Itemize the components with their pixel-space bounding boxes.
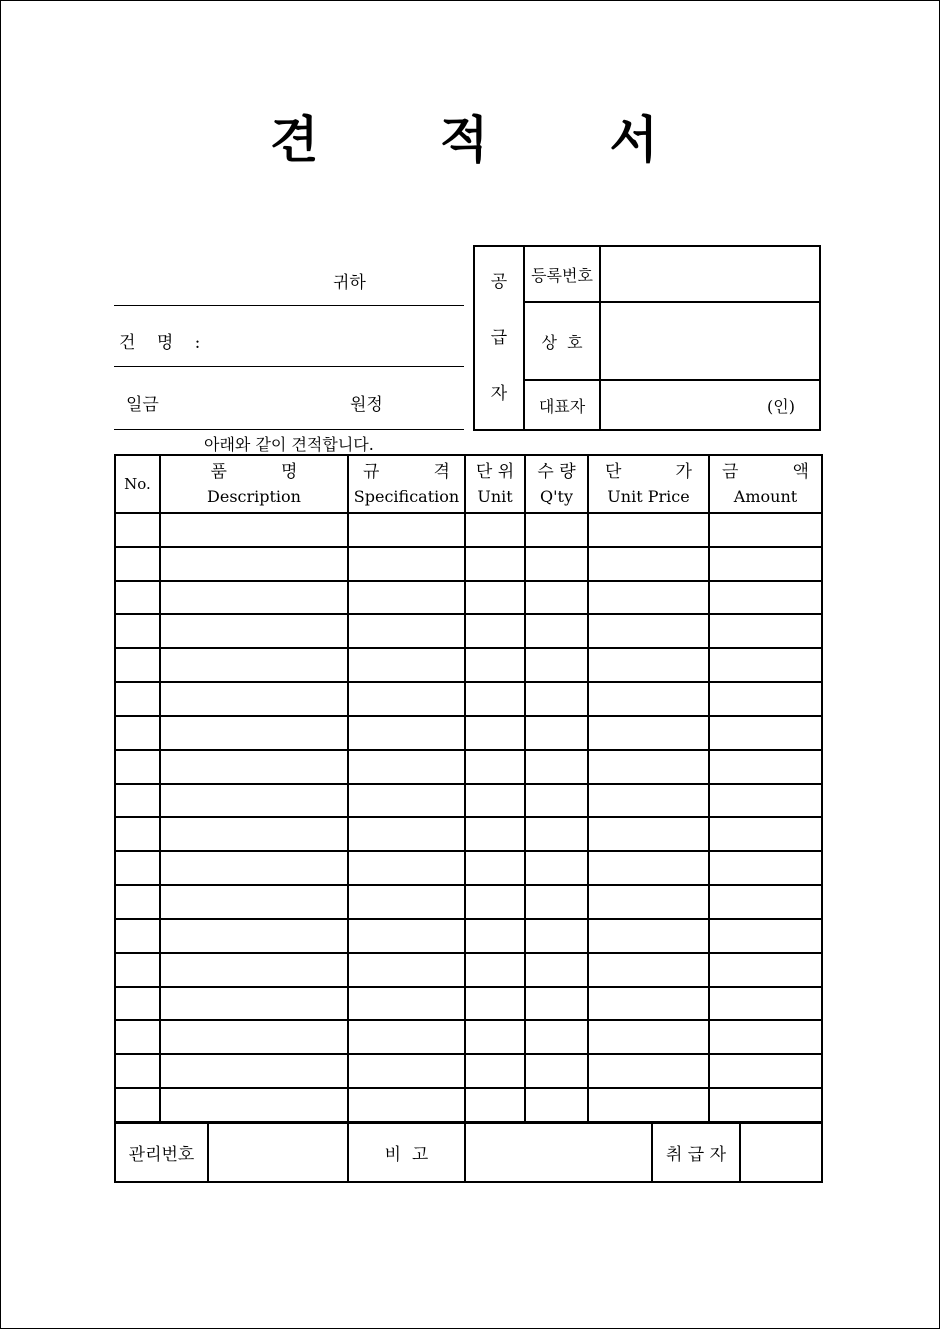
cell-unit[interactable] <box>465 1054 525 1088</box>
company-value[interactable] <box>600 302 820 380</box>
cell-description[interactable] <box>160 919 348 953</box>
cell-unit-price[interactable] <box>588 953 709 987</box>
cell-unit-price[interactable] <box>588 1088 709 1122</box>
col-header-qty: 수 량 Q'ty <box>525 455 588 513</box>
cell-unit[interactable] <box>465 648 525 682</box>
cell-specification[interactable] <box>348 682 465 716</box>
items-table <box>114 454 823 1123</box>
cell-amount[interactable] <box>709 547 822 581</box>
cell-unit[interactable] <box>465 987 525 1021</box>
cell-amount[interactable] <box>709 750 822 784</box>
table-row <box>115 682 822 716</box>
cell-amount[interactable] <box>709 919 822 953</box>
cell-description[interactable] <box>160 682 348 716</box>
cell-amount[interactable] <box>709 817 822 851</box>
cell-description[interactable] <box>160 1054 348 1088</box>
remarks-label: 비 고 <box>348 1123 465 1182</box>
table-row <box>115 987 822 1021</box>
cell-qty[interactable] <box>525 750 588 784</box>
registration-label: 등록번호 <box>524 246 600 302</box>
cell-specification[interactable] <box>348 851 465 885</box>
cell-specification[interactable] <box>348 1088 465 1122</box>
project-line <box>114 366 464 367</box>
cell-qty[interactable] <box>525 885 588 919</box>
table-row <box>115 885 822 919</box>
table-header-row <box>115 455 822 513</box>
supplier-side-char-1: 공 <box>490 272 508 292</box>
cell-amount[interactable] <box>709 953 822 987</box>
cell-no[interactable] <box>115 648 160 682</box>
cell-specification[interactable] <box>348 750 465 784</box>
seal-label: (인) <box>767 396 795 416</box>
cell-description[interactable] <box>160 547 348 581</box>
cell-unit[interactable] <box>465 716 525 750</box>
cell-no[interactable] <box>115 851 160 885</box>
cell-qty[interactable] <box>525 581 588 615</box>
cell-qty[interactable] <box>525 919 588 953</box>
cell-amount[interactable] <box>709 1054 822 1088</box>
col-header-specification: 규 격 Specification <box>348 455 465 513</box>
cell-unit[interactable] <box>465 547 525 581</box>
cell-qty[interactable] <box>525 817 588 851</box>
cell-specification[interactable] <box>348 716 465 750</box>
cell-specification[interactable] <box>348 1054 465 1088</box>
recipient-line <box>114 305 464 306</box>
supplier-side-char-3: 자 <box>490 384 508 404</box>
cell-unit-price[interactable] <box>588 919 709 953</box>
cell-specification[interactable] <box>348 987 465 1021</box>
cell-qty[interactable] <box>525 953 588 987</box>
cell-amount[interactable] <box>709 1020 822 1054</box>
cell-qty[interactable] <box>525 614 588 648</box>
col-header-amount: 금 액 Amount <box>709 455 822 513</box>
cell-no[interactable] <box>115 1020 160 1054</box>
cell-unit[interactable] <box>465 1020 525 1054</box>
cell-no[interactable] <box>115 784 160 818</box>
cell-unit[interactable] <box>465 953 525 987</box>
cell-no[interactable] <box>115 513 160 547</box>
supplier-side-char-2: 급 <box>490 328 508 348</box>
amount-line <box>114 429 464 430</box>
cell-qty[interactable] <box>525 1054 588 1088</box>
cell-qty[interactable] <box>525 987 588 1021</box>
cell-unit[interactable] <box>465 784 525 818</box>
table-row <box>115 547 822 581</box>
cell-no[interactable] <box>115 614 160 648</box>
cell-amount[interactable] <box>709 851 822 885</box>
cell-qty[interactable] <box>525 1020 588 1054</box>
document-title: 견 적 서 <box>270 110 710 169</box>
handler-value[interactable] <box>740 1123 822 1182</box>
cell-description[interactable] <box>160 817 348 851</box>
cell-description[interactable] <box>160 513 348 547</box>
cell-unit-price[interactable] <box>588 987 709 1021</box>
cell-amount[interactable] <box>709 987 822 1021</box>
cell-no[interactable] <box>115 987 160 1021</box>
registration-value[interactable] <box>600 246 820 302</box>
table-row <box>115 953 822 987</box>
cell-unit-price[interactable] <box>588 614 709 648</box>
handler-label: 취 급 자 <box>652 1123 740 1182</box>
cell-amount[interactable] <box>709 581 822 615</box>
cell-qty[interactable] <box>525 648 588 682</box>
management-no-value[interactable] <box>208 1123 348 1182</box>
table-row <box>115 784 822 818</box>
cell-unit[interactable] <box>465 513 525 547</box>
cell-specification[interactable] <box>348 953 465 987</box>
management-no-label: 관리번호 <box>115 1123 208 1182</box>
cell-unit[interactable] <box>465 750 525 784</box>
cell-unit-price[interactable] <box>588 513 709 547</box>
cell-unit-price[interactable] <box>588 784 709 818</box>
cell-unit[interactable] <box>465 614 525 648</box>
cell-unit-price[interactable] <box>588 547 709 581</box>
cell-no[interactable] <box>115 919 160 953</box>
cell-description[interactable] <box>160 1088 348 1122</box>
cell-no[interactable] <box>115 1088 160 1122</box>
cell-unit-price[interactable] <box>588 885 709 919</box>
cell-qty[interactable] <box>525 784 588 818</box>
cell-unit[interactable] <box>465 851 525 885</box>
cell-unit-price[interactable] <box>588 581 709 615</box>
cell-unit-price[interactable] <box>588 1020 709 1054</box>
cell-unit[interactable] <box>465 919 525 953</box>
cell-amount[interactable] <box>709 784 822 818</box>
cell-description[interactable] <box>160 885 348 919</box>
cell-description[interactable] <box>160 614 348 648</box>
cell-unit[interactable] <box>465 581 525 615</box>
table-row <box>115 919 822 953</box>
cell-unit-price[interactable] <box>588 1054 709 1088</box>
cell-unit[interactable] <box>465 817 525 851</box>
supplier-side-label <box>474 246 524 430</box>
cell-no[interactable] <box>115 817 160 851</box>
cell-specification[interactable] <box>348 885 465 919</box>
cell-specification[interactable] <box>348 581 465 615</box>
amount-prefix: 일금 <box>126 395 159 415</box>
cell-description[interactable] <box>160 648 348 682</box>
amount-suffix: 원정 <box>350 395 383 415</box>
cell-specification[interactable] <box>348 817 465 851</box>
cell-qty[interactable] <box>525 682 588 716</box>
table-row <box>115 817 822 851</box>
cell-description[interactable] <box>160 750 348 784</box>
cell-unit-price[interactable] <box>588 648 709 682</box>
cell-amount[interactable] <box>709 513 822 547</box>
cell-specification[interactable] <box>348 784 465 818</box>
cell-unit[interactable] <box>465 1088 525 1122</box>
cell-qty[interactable] <box>525 851 588 885</box>
cell-description[interactable] <box>160 987 348 1021</box>
col-header-no: No. <box>115 455 160 513</box>
cell-amount[interactable] <box>709 648 822 682</box>
table-row <box>115 1054 822 1088</box>
table-row <box>115 1088 822 1122</box>
representative-value[interactable] <box>600 380 820 430</box>
cell-specification[interactable] <box>348 648 465 682</box>
cell-specification[interactable] <box>348 513 465 547</box>
cell-unit-price[interactable] <box>588 851 709 885</box>
cell-amount[interactable] <box>709 614 822 648</box>
cell-amount[interactable] <box>709 716 822 750</box>
cell-unit-price[interactable] <box>588 716 709 750</box>
table-row <box>115 750 822 784</box>
cell-no[interactable] <box>115 547 160 581</box>
cell-qty[interactable] <box>525 716 588 750</box>
cell-amount[interactable] <box>709 682 822 716</box>
cell-description[interactable] <box>160 1020 348 1054</box>
table-row <box>115 648 822 682</box>
col-header-description: 품 명 Description <box>160 455 348 513</box>
table-row <box>115 851 822 885</box>
table-row <box>115 614 822 648</box>
table-row <box>115 1020 822 1054</box>
cell-qty[interactable] <box>525 1088 588 1122</box>
cell-no[interactable] <box>115 581 160 615</box>
supplier-table <box>473 245 821 431</box>
remarks-value[interactable] <box>465 1123 652 1182</box>
project-label: 건 명 : <box>119 333 209 353</box>
table-row <box>115 716 822 750</box>
cell-no[interactable] <box>115 682 160 716</box>
cell-specification[interactable] <box>348 614 465 648</box>
cell-unit-price[interactable] <box>588 682 709 716</box>
cell-no[interactable] <box>115 953 160 987</box>
cell-unit[interactable] <box>465 682 525 716</box>
table-row <box>115 513 822 547</box>
company-label: 상 호 <box>524 302 600 380</box>
footer-table <box>114 1122 823 1183</box>
cell-unit[interactable] <box>465 885 525 919</box>
cell-specification[interactable] <box>348 547 465 581</box>
cell-no[interactable] <box>115 716 160 750</box>
col-header-unit-price: 단 가 Unit Price <box>588 455 709 513</box>
cell-amount[interactable] <box>709 1088 822 1122</box>
cell-specification[interactable] <box>348 1020 465 1054</box>
cell-no[interactable] <box>115 750 160 784</box>
cell-description[interactable] <box>160 716 348 750</box>
cell-specification[interactable] <box>348 919 465 953</box>
cell-description[interactable] <box>160 581 348 615</box>
recipient-suffix: 귀하 <box>333 273 366 293</box>
col-header-unit: 단 위 Unit <box>465 455 525 513</box>
representative-label: 대표자 <box>524 380 600 430</box>
cell-description[interactable] <box>160 784 348 818</box>
table-row <box>115 581 822 615</box>
cell-description[interactable] <box>160 953 348 987</box>
cell-description[interactable] <box>160 851 348 885</box>
cell-no[interactable] <box>115 1054 160 1088</box>
cell-unit-price[interactable] <box>588 750 709 784</box>
cell-amount[interactable] <box>709 885 822 919</box>
cell-unit-price[interactable] <box>588 817 709 851</box>
cell-qty[interactable] <box>525 513 588 547</box>
intro-text: 아래와 같이 견적합니다. <box>204 435 374 454</box>
cell-no[interactable] <box>115 885 160 919</box>
cell-qty[interactable] <box>525 547 588 581</box>
